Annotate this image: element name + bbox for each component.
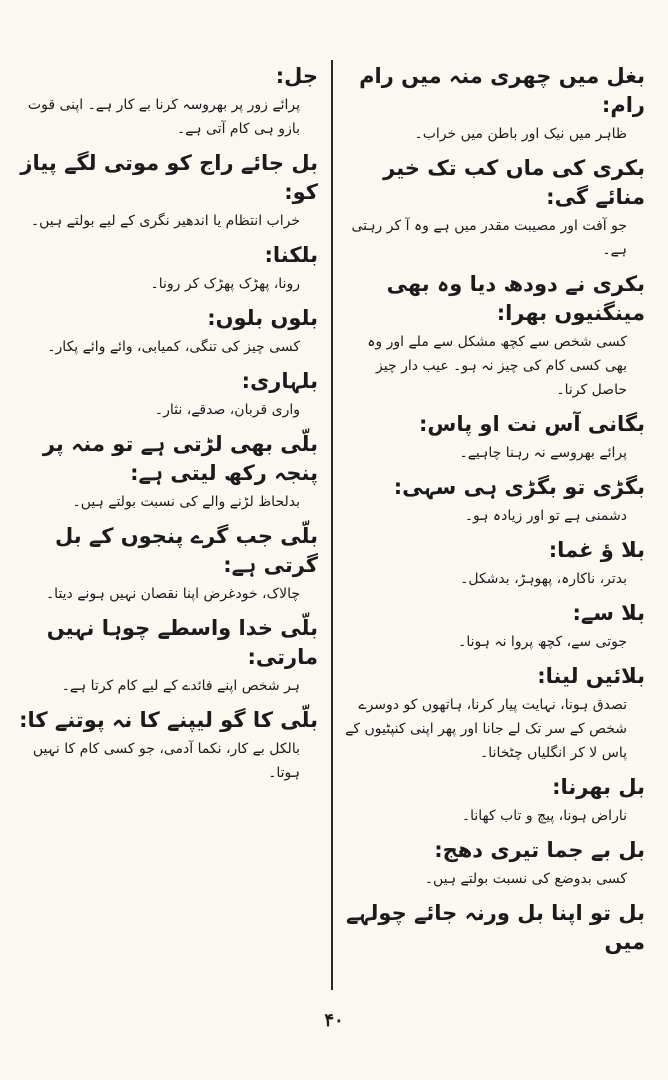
idiom-entry: [345, 899, 645, 957]
idiom-entry: [18, 241, 318, 296]
idiom-definition: چالاک، خودغرض اپنا نقصان نہیں ہونے دیتا۔: [45, 586, 300, 602]
idiom-definition: بدلحاظ لڑنے والے کی نسبت بولتے ہیں۔: [72, 494, 300, 510]
idiom-definition: ظاہر میں نیک اور باطن میں خراب۔: [414, 126, 627, 142]
column-divider: [331, 60, 333, 990]
idiom-entry: [18, 149, 318, 233]
idiom-entry: [345, 836, 645, 891]
idiom-heading: بلا سے:: [572, 601, 645, 625]
idiom-heading: بل تو اپنا بل ورنہ جائے چولہے میں: [345, 901, 645, 954]
idiom-heading: بلّی کا گو لیپنے کا نہ پوتنے کا:: [19, 708, 318, 732]
idiom-definition: جو آفت اور مصیبت مقدر میں ہے وہ آ کر رہتی ہے۔: [351, 218, 627, 258]
idiom-entry: [18, 62, 318, 141]
idiom-definition: بالکل بے کار، نکما آدمی، جو کسی کام کا نہیں ہوتا۔: [32, 741, 300, 781]
idiom-entry: [18, 706, 318, 785]
idiom-heading: بلا ؤ غما:: [548, 538, 645, 562]
idiom-entry: [345, 270, 645, 402]
idiom-entry: [345, 154, 645, 262]
idiom-entry: [345, 62, 645, 146]
idiom-heading: بل بھرنا:: [552, 775, 645, 799]
idiom-entry: [345, 599, 645, 654]
idiom-heading: بگڑی تو بگڑی ہی سہی:: [393, 475, 645, 499]
idiom-heading: بلّی جب گرے پنجوں کے بل گرتی ہے:: [54, 524, 318, 577]
idiom-definition: پرائے بھروسے نہ رہنا چاہیے۔: [459, 445, 627, 461]
idiom-entry: [345, 410, 645, 465]
idiom-definition: کسی بدوضع کی نسبت بولتے ہیں۔: [424, 871, 627, 887]
idiom-entry: [18, 522, 318, 606]
idiom-entry: [18, 430, 318, 514]
idiom-entry: [18, 304, 318, 359]
idiom-entry: [345, 536, 645, 591]
left-column: [18, 62, 318, 793]
idiom-definition: دشمنی ہے تو اور زیادہ ہو۔: [464, 508, 627, 524]
idiom-definition: بدتر، ناکارہ، پھوہڑ، بدشکل۔: [460, 571, 627, 587]
idiom-heading: بل بے جما تیری دھج:: [434, 838, 645, 862]
idiom-definition: کسی شخص سے کچھ مشکل سے ملے اور وہ بھی کسی کام کی چیز نہ ہو۔ عیب دار چیز حاصل کرنا۔: [367, 334, 627, 398]
idiom-definition: جوتی سے، کچھ پروا نہ ہونا۔: [458, 634, 627, 650]
idiom-entry: [18, 367, 318, 422]
idiom-definition: تصدق ہونا، نہایت پیار کرنا، ہاتھوں کو دوسرے شخص کے سر تک لے جانا اور پھر اپنی کنپٹیوں کے پاس لا کر انگلیاں چٹخانا۔: [345, 697, 627, 761]
right-column: [345, 62, 645, 965]
idiom-heading: بلوں بلوں:: [207, 306, 318, 330]
idiom-definition: رونا، پھڑک پھڑک کر رونا۔: [150, 276, 300, 292]
idiom-heading: بلائیں لینا:: [537, 664, 645, 688]
idiom-heading: بغل میں چھری منہ میں رام رام:: [359, 64, 645, 117]
idiom-entry: [18, 614, 318, 698]
idiom-heading: بل جائے راج کو موتی لگے پیاز کو:: [20, 151, 318, 204]
idiom-entry: [345, 473, 645, 528]
idiom-definition: کسی چیز کی تنگی، کمیابی، وائے وائے پکار۔: [47, 339, 300, 355]
idiom-entry: [345, 773, 645, 828]
idiom-definition: ناراض ہونا، پیچ و تاب کھانا۔: [461, 808, 627, 824]
idiom-heading: بلکنا:: [264, 243, 318, 267]
idiom-definition: پرائے زور پر بھروسہ کرنا بے کار ہے۔ اپنی قوت بازو ہی کام آتی ہے۔: [27, 97, 300, 137]
idiom-heading: بگانی آس نت او پاس:: [418, 412, 645, 436]
idiom-heading: بکری نے دودھ دیا وہ بھی مینگنیوں بھرا:: [386, 272, 645, 325]
idiom-heading: بکری کی ماں کب تک خیر منائے گی:: [383, 156, 645, 209]
idiom-heading: بلّی بھی لڑتی ہے تو منہ پر پنجہ رکھ لیتی ہے:: [42, 432, 318, 485]
page-number: ۴۰: [324, 1010, 344, 1031]
idiom-heading: جل:: [275, 64, 318, 88]
idiom-definition: خراب انتظام یا اندھیر نگری کے لیے بولتے ہیں۔: [30, 213, 300, 229]
idiom-heading: بلہاری:: [241, 369, 318, 393]
idiom-definition: واری قربان، صدقے، نثار۔: [154, 402, 300, 418]
idiom-entry: [345, 662, 645, 765]
idiom-definition: ہر شخص اپنے فائدے کے لیے کام کرتا ہے۔: [61, 678, 300, 694]
idiom-heading: بلّی خدا واسطے چوہا نہیں مارتی:: [46, 616, 318, 669]
